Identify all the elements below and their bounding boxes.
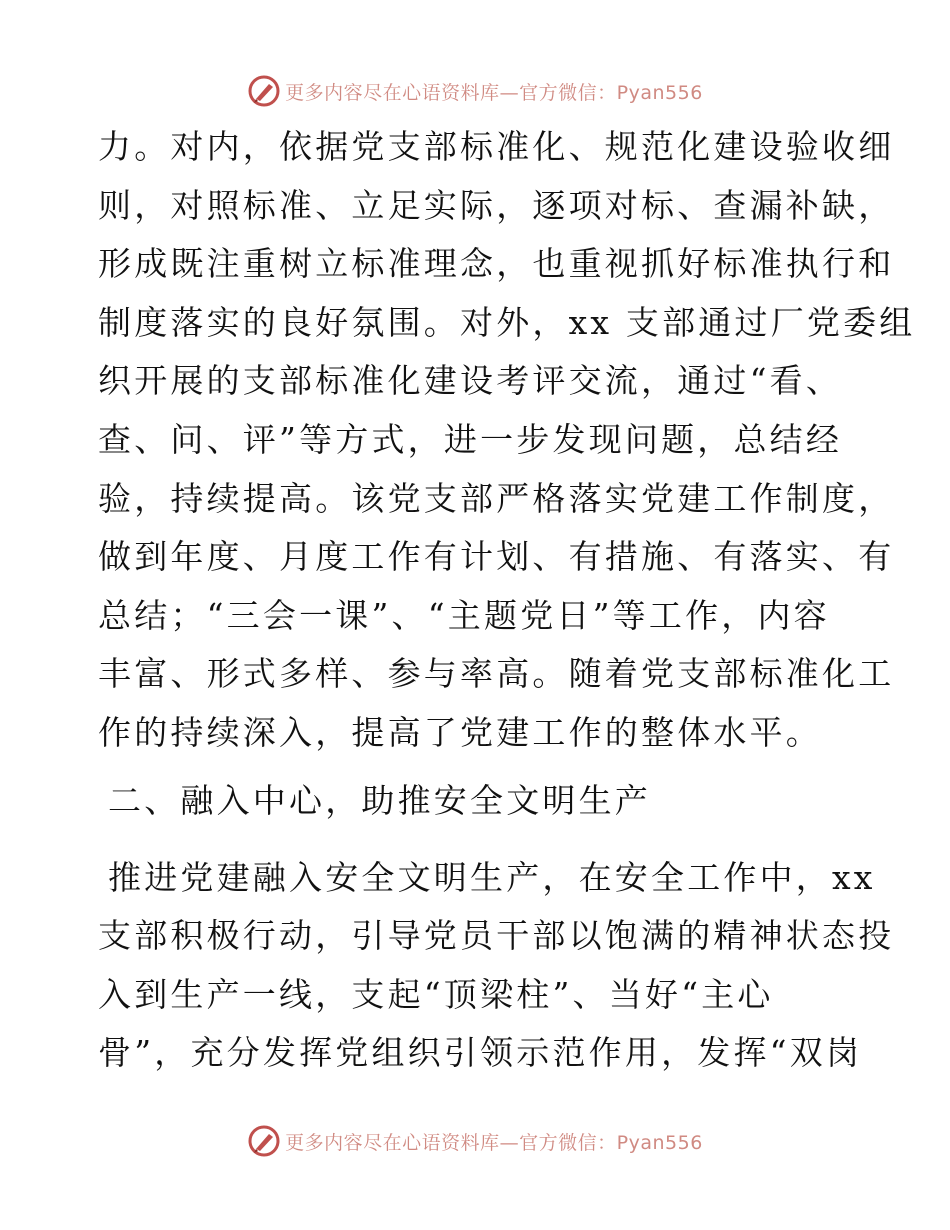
- pen-logo-icon: [247, 1124, 281, 1158]
- pen-logo-icon: [247, 74, 281, 108]
- watermark-text: 更多内容尽在心语资料库—官方微信：Pyan556: [285, 1131, 703, 1154]
- text-line: 支部积极行动，引导党员干部以饱满的精神状态投: [98, 916, 895, 956]
- header-watermark: [0, 71, 950, 111]
- text-line: 验，持续提高。该党支部严格落实党建工作制度，: [98, 478, 895, 518]
- text-line: 形成既注重树立标准理念，也重视抓好标准执行和: [98, 244, 895, 284]
- text-line: 丰富、形式多样、参与率高。随着党支部标准化工: [98, 654, 895, 694]
- text-line: 力。对内，依据党支部标准化、规范化建设验收细: [98, 127, 895, 166]
- text-line: 则，对照标准、立足实际，逐项对标、查漏补缺，: [98, 185, 895, 225]
- text-line: 作的持续深入，提高了党建工作的整体水平。: [98, 712, 822, 752]
- watermark-wechat-id: Pyan556: [616, 81, 703, 104]
- paragraph-2: [98, 849, 895, 1083]
- text-line: 骨”，充分发挥党组织引领示范作用，发挥“双岗: [98, 1033, 863, 1073]
- text-line: 总结；“三会一课”、“主题党日”等工作，内容: [98, 595, 830, 635]
- text-line: 织开展的支部标准化建设考评交流，通过“看、: [98, 361, 843, 401]
- text-line: 做到年度、月度工作有计划、有措施、有落实、有: [98, 537, 895, 577]
- watermark-wechat-id: Pyan556: [616, 1131, 703, 1154]
- footer-watermark: [0, 1121, 950, 1161]
- text-line: 推进党建融入安全文明生产，在安全工作中，xx: [108, 857, 876, 897]
- section-heading: 二、融入中心，助推安全文明生产: [108, 780, 651, 820]
- text-line: 查、问、评”等方式，进一步发现问题，总结经: [98, 419, 843, 459]
- document-body: [98, 118, 916, 1083]
- text-line: 制度落实的良好氛围。对外，xx 支部通过厂党委组: [98, 302, 916, 342]
- text-line: 入到生产一线，支起“顶梁柱”、当好“主心: [98, 974, 774, 1014]
- watermark-text: 更多内容尽在心语资料库—官方微信：Pyan556: [285, 81, 703, 104]
- paragraph-1: [98, 118, 916, 763]
